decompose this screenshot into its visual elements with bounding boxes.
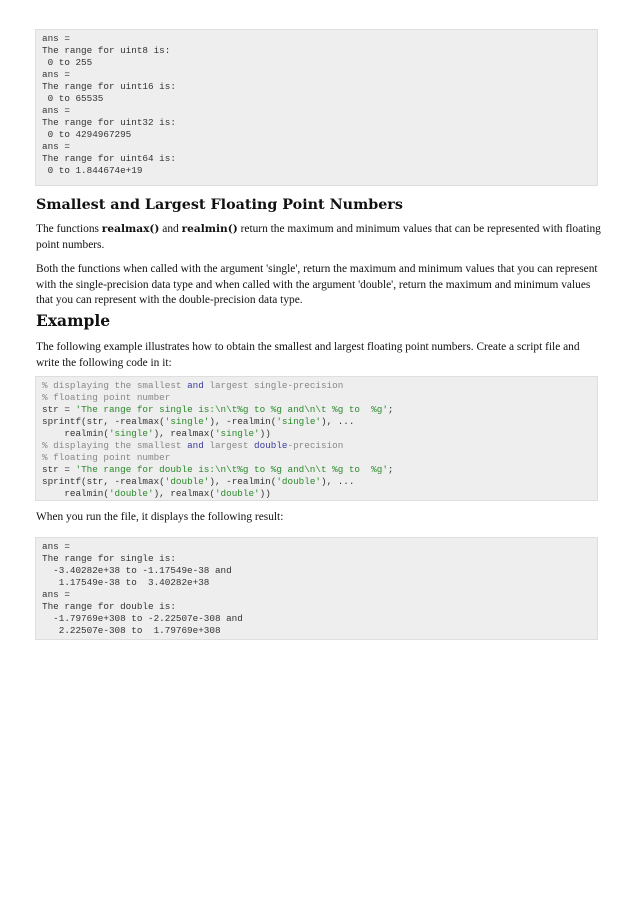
- code-line: The range for uint64 is:: [42, 153, 176, 164]
- code-token: and: [187, 440, 204, 451]
- result-intro: When you run the file, it displays the following result:: [36, 511, 284, 523]
- code-token: ), realmax(: [153, 428, 215, 439]
- code-line: 0 to 4294967295: [42, 129, 132, 140]
- code-token: 'double': [108, 488, 154, 499]
- example-code-block: [35, 376, 598, 501]
- code-token: ), ...: [320, 476, 355, 487]
- code-token: and: [187, 380, 204, 391]
- code-line: The range for double is:: [42, 601, 176, 612]
- code-token: 'double': [276, 476, 321, 487]
- code-token: % displaying the smallest: [42, 440, 188, 451]
- code-line: ans =: [42, 589, 70, 600]
- code-line: ans =: [42, 69, 70, 80]
- code-line: -3.40282e+38 to -1.17549e-38 and: [42, 565, 232, 576]
- code-token: largest: [203, 440, 255, 451]
- code-line: [42, 428, 597, 440]
- code-token: % floating point number: [42, 392, 171, 403]
- code-token: ), -realmin(: [209, 476, 277, 487]
- code-line: 0 to 1.844674e+19: [42, 165, 143, 176]
- code-token: sprintf(str, -realmax(: [42, 416, 165, 427]
- code-line: ans =: [42, 141, 70, 152]
- code-token: )): [259, 488, 271, 499]
- code-token: largest single-precision: [203, 380, 344, 391]
- code-token: double: [254, 440, 288, 451]
- code-token: % floating point number: [42, 452, 171, 463]
- code-token: str =: [42, 404, 76, 415]
- code-token: 'single': [276, 416, 321, 427]
- para1-mid: and: [159, 223, 182, 235]
- code-token: 'double': [164, 476, 210, 487]
- code-line: [42, 416, 597, 428]
- example-intro: The following example illustrates how to obtain the smallest and largest floating point numbers. Create a script file and write the following code in it:: [36, 341, 580, 369]
- code-line: ans =: [42, 33, 70, 44]
- code-line: [42, 380, 597, 392]
- code-line: The range for uint16 is:: [42, 81, 176, 92]
- code-token: ;: [387, 464, 394, 475]
- code-token: 'single': [108, 428, 154, 439]
- code-token: realmin(: [42, 488, 109, 499]
- realmin-function-name: realmin(): [181, 223, 238, 235]
- code-line: ans =: [42, 541, 70, 552]
- code-line: [42, 476, 597, 488]
- code-line: [42, 404, 597, 416]
- code-line: -1.79769e+308 to -2.22507e-308 and: [42, 613, 243, 624]
- code-token: 'The range for single is:\n\t%g to %g and\n\t %g to %g': [75, 404, 388, 415]
- code-token: sprintf(str, -realmax(: [42, 476, 165, 487]
- code-token: 'single': [214, 428, 260, 439]
- uint-range-output-block: [35, 29, 598, 186]
- code-line: The range for single is:: [42, 553, 176, 564]
- code-token: % displaying the smallest: [42, 380, 188, 391]
- code-line: ans =: [42, 105, 70, 116]
- code-line: 0 to 65535: [42, 93, 104, 104]
- code-token: str =: [42, 464, 76, 475]
- code-token: realmin(: [42, 428, 109, 439]
- code-token: 'single': [164, 416, 210, 427]
- code-line: [42, 452, 597, 464]
- code-line: [42, 464, 597, 476]
- code-line: The range for uint32 is:: [42, 117, 176, 128]
- code-line: [42, 392, 597, 404]
- code-line: 1.17549e-38 to 3.40282e+38: [42, 577, 210, 588]
- code-token: )): [259, 428, 271, 439]
- section-heading: Smallest and Largest Floating Point Numbers: [36, 197, 403, 213]
- para1-pre: The functions: [36, 223, 102, 235]
- code-token: -precision: [287, 440, 344, 451]
- result-output-block: [35, 537, 598, 640]
- code-token: ), ...: [320, 416, 355, 427]
- example-heading: Example: [36, 311, 111, 330]
- code-token: 'double': [214, 488, 260, 499]
- code-token: ), realmax(: [153, 488, 215, 499]
- realmax-function-name: realmax(): [101, 223, 160, 235]
- para1-post: return the maximum and minimum values that can be represented with floating point numbers.: [36, 223, 601, 251]
- realmax-realmin-paragraph: [36, 222, 601, 253]
- code-token: ), -realmin(: [209, 416, 277, 427]
- code-token: ;: [387, 404, 394, 415]
- code-line: [42, 440, 597, 452]
- code-token: 'The range for double is:\n\t%g to %g and\n\t %g to %g': [75, 464, 388, 475]
- code-line: The range for uint8 is:: [42, 45, 171, 56]
- code-line: 0 to 255: [42, 57, 93, 68]
- code-line: 2.22507e-308 to 1.79769e+308: [42, 625, 221, 636]
- single-double-paragraph: Both the functions when called with the argument 'single', return the maximum and minimum values that you can represent with the single-precision data type and when called with the argument 'double', return the maximum and minimum values that you can represent with the double-precision data type.: [36, 263, 598, 306]
- code-line: [42, 488, 597, 500]
